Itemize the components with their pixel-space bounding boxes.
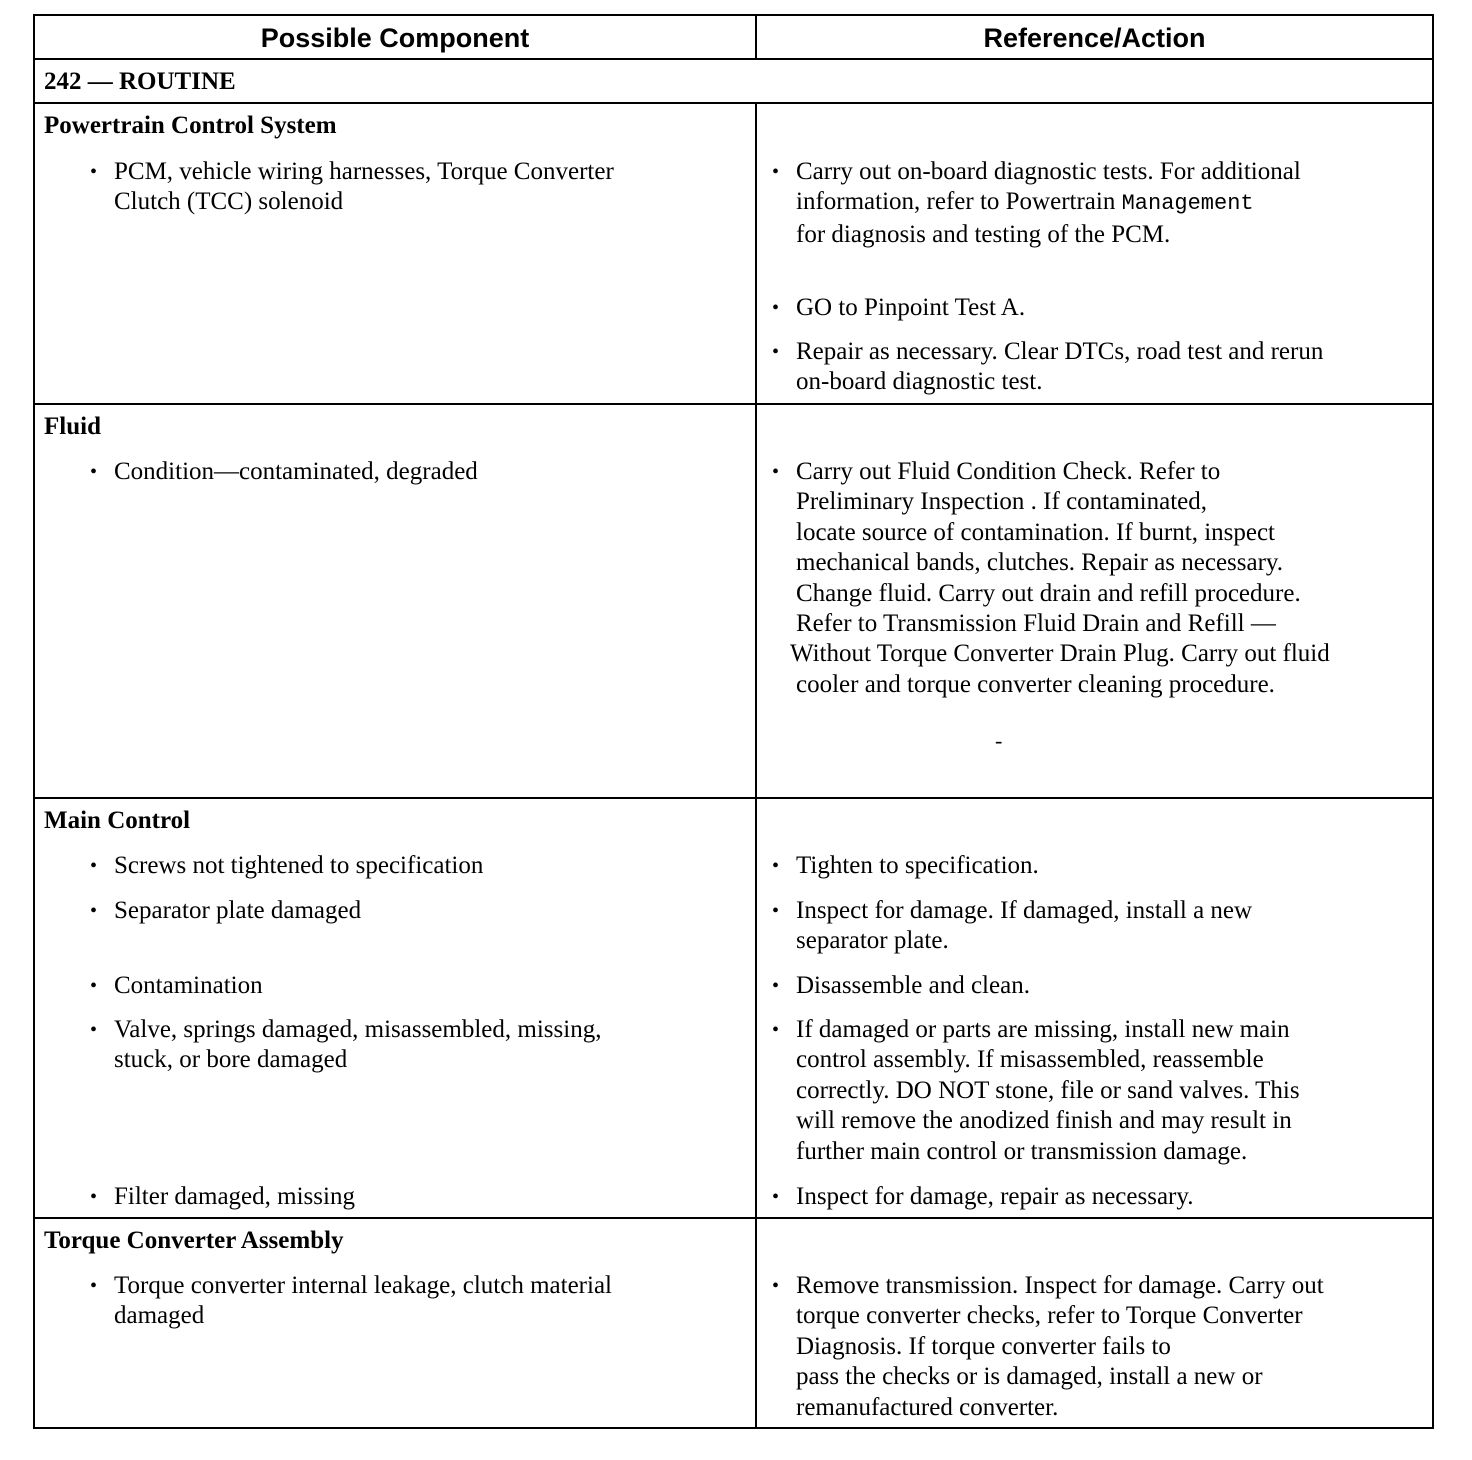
bullet-icon: • xyxy=(90,1275,98,1297)
rule-section-1 xyxy=(35,403,1432,405)
stray-mark: - xyxy=(995,728,1003,753)
column-divider-body xyxy=(755,102,757,1429)
bullet-icon: • xyxy=(772,461,780,483)
bullet-icon: • xyxy=(90,975,98,997)
rule-section-2 xyxy=(35,797,1432,799)
bullet-icon: • xyxy=(772,341,780,363)
reference-link: Management xyxy=(1121,191,1254,217)
bullet-icon: • xyxy=(90,855,98,877)
bullet-icon: • xyxy=(772,1019,780,1041)
section-title-torque-converter: Torque Converter Assembly xyxy=(44,1227,344,1254)
bullet-icon: • xyxy=(90,461,98,483)
rule-section-3 xyxy=(35,1217,1432,1219)
bullet-icon: • xyxy=(772,900,780,922)
bullet-icon: • xyxy=(772,855,780,877)
header-possible-component: Possible Component xyxy=(260,23,530,53)
bullet-icon: • xyxy=(772,1186,780,1208)
bullet-icon: • xyxy=(90,1186,98,1208)
section-title-fluid: Fluid xyxy=(44,413,101,440)
bullet-icon: • xyxy=(772,297,780,319)
bullet-icon: • xyxy=(772,975,780,997)
diagnosis-table: Possible Component Reference/Action 242 — ROUTINE Powertrain Control System • PCM, vehicle wiring harnesses, Torque Converter Clutch (TCC) solenoid • Carry out on-board diagnostic tests. For additional information, refer to Powertrain Management for diagnosis and testing of the PCM. • GO to Pinpoint Test A. • Repair as necessary. Clear DTCs, road test and rerun on-board diagnostic test. Fluid • Condition—contaminated, degraded • Carry out Fluid Condition Check. Refer to Preliminary Inspection . If contaminated, locate source of contamination. If burnt, inspect mechanical bands, clutches. Repair as necessary. Change fluid. Carry out drain and refill procedure. Refer to Transmission Fluid Drain and Refill — Without Torque Converter Drain Plug. Carry out fluid cooler and torque converter cleaning procedure. - Main Control • Screws not tightened to specification • Separator plate damaged • Contamination • Valve, springs damaged, misassembled, missing, stuck, or bore damaged • Filter damaged, missing • Tighten to specification. • Inspect for damage. If damaged, install a new separator plate. • Disassemble and clean. • If damaged or parts are missing, install new main control assembly. If misassembled, reassemble correctly. DO NOT stone, file or sand valves. This will remove the anodized finish and may result in further main control or transmission damage. • Inspect for damage, repair as necessary. Torque Converter Assembly • Torque converter internal leakage, clutch material damaged • Remove transmission. Inspect for damage. Carry out torque converter checks, refer to Torque Converter Diagnosis. If torque converter fails to pass the checks or is damaged, install a new or remanufactured converter. xyxy=(33,14,1434,1429)
section-title-powertrain: Powertrain Control System xyxy=(44,112,337,139)
bullet-icon: • xyxy=(772,161,780,183)
section-title-main-control: Main Control xyxy=(44,807,191,834)
routine-code: 242 — ROUTINE xyxy=(44,68,236,95)
rule-code-row xyxy=(35,102,1432,104)
bullet-icon: • xyxy=(90,161,98,183)
bullet-icon: • xyxy=(90,1019,98,1041)
bullet-icon: • xyxy=(90,900,98,922)
header-reference-action: Reference/Action xyxy=(983,23,1206,53)
bullet-icon: • xyxy=(772,1275,780,1297)
